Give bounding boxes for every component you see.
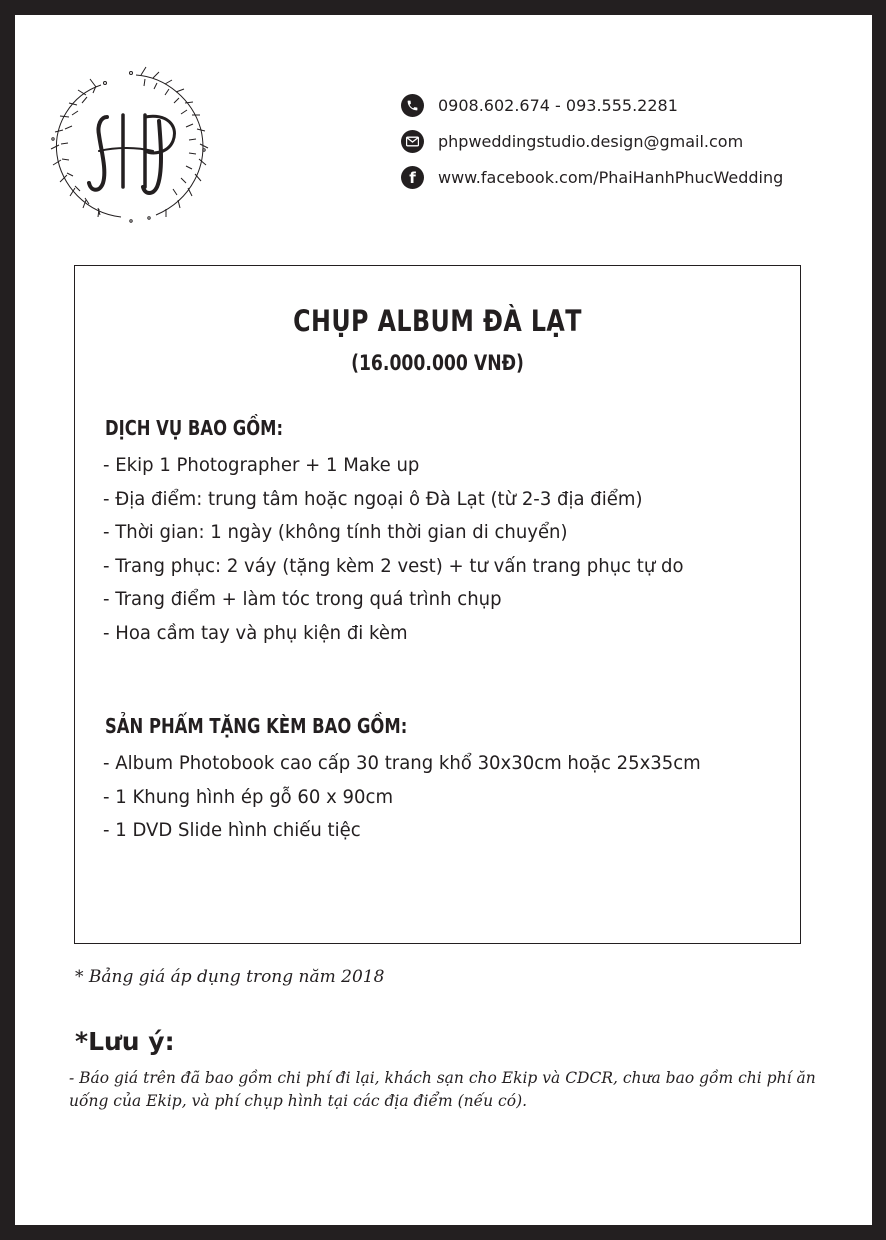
facebook-url[interactable]: www.facebook.com/PhaiHanhPhucWedding (438, 167, 784, 187)
list-item: - Ekip 1 Photographer + 1 Make up (103, 454, 420, 476)
package-title: CHỤP ALBUM ĐÀ LẠT (293, 304, 582, 338)
facebook-icon: f (401, 166, 424, 189)
contact-facebook (401, 165, 783, 189)
list-item: - Album Photobook cao cấp 30 trang khổ 30x30cm hoặc 25x35cm (103, 752, 701, 774)
gifts-list (103, 747, 732, 848)
package-price: (16.000.000 VNĐ) (351, 351, 524, 375)
list-item: - 1 Khung hình ép gỗ 60 x 90cm (103, 785, 394, 808)
list-item: - Địa điểm: trung tâm hoặc ngoại ô Đà Lạt (từ 2-3 địa điểm) (103, 487, 643, 510)
list-item: - Trang phục: 2 váy (tặng kèm 2 vest) + tư vấn trang phục tự do (103, 554, 684, 577)
email-address[interactable]: phpweddingstudio.design@gmail.com (438, 131, 744, 151)
phone-icon (401, 94, 424, 117)
contact-email (401, 129, 783, 153)
package-box (74, 265, 801, 944)
list-item: - Trang điểm + làm tóc trong quá trình chụp (103, 588, 502, 610)
phone-numbers[interactable]: 0908.602.674 - 093.555.2281 (438, 95, 678, 115)
services-list (103, 449, 714, 650)
wreath-logo-icon (41, 55, 211, 230)
contact-list (401, 93, 783, 201)
contact-phone (401, 93, 783, 117)
year-note: * Bảng giá áp dụng trong năm 2018 (75, 967, 385, 987)
note-heading: *Lưu ý: (75, 1027, 175, 1056)
list-item: - Thời gian: 1 ngày (không tính thời gian di chuyển) (103, 521, 568, 543)
list-item: - Hoa cầm tay và phụ kiện đi kèm (103, 621, 408, 644)
email-icon (401, 130, 424, 153)
gifts-heading: SẢN PHẨM TẶNG KÈM BAO GỒM: (105, 714, 408, 738)
price-sheet-page (15, 15, 872, 1225)
note-body: - Báo giá trên đã bao gồm chi phí đi lại, khách sạn cho Ekip và CDCR, chưa bao gồm chi phí ăn uống của Ekip, và phí chụp hình tại các địa điểm (nếu có). (69, 1069, 816, 1110)
services-heading: DỊCH VỤ BAO GỒM: (105, 416, 284, 440)
studio-logo (41, 55, 211, 230)
list-item: - 1 DVD Slide hình chiếu tiệc (103, 819, 361, 841)
